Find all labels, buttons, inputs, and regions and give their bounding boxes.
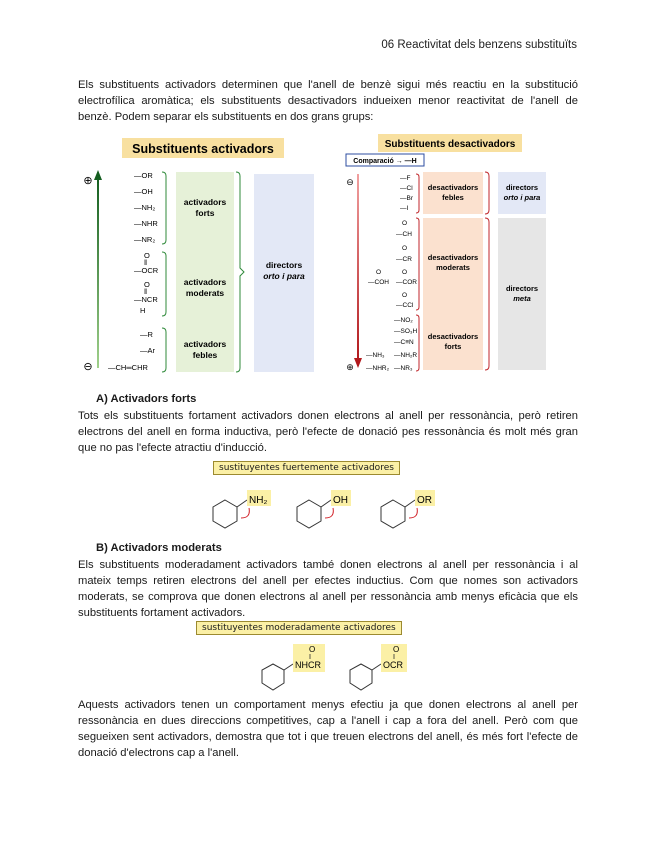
group-r: —R [140,330,153,339]
mod-o-2: O [144,280,150,289]
group-nhr2: —NHR₂ [366,365,390,372]
group-nh2-label: NH₂ [249,495,268,506]
group-nr3: —NR₃ [394,365,413,372]
weak-activator-groups [108,330,156,372]
bracket-deact-strong [416,315,419,371]
amide-structure [262,644,325,690]
deact-directors-op-1: directors [505,183,539,192]
strong-activator-groups [134,171,158,244]
group-or: —OR [134,171,153,180]
group-cl: —Cl [400,185,413,192]
group-oh: —OH [134,187,153,196]
green-reactivity-arrow [94,170,102,368]
dm-o-3: O [376,269,382,276]
label-deact-moderate-1: desactivadors [427,253,479,262]
moderate-deactivator-groups [368,220,417,309]
plus-sign-act: ⊕ [83,175,93,187]
section-a-heading: A) Activadors forts [96,393,197,405]
plus-sign-deact: ⊕ [346,362,354,372]
group-cooh: —COH [368,279,389,286]
group-no2: —NO₂ [394,317,413,324]
group-or-label: OR [417,495,432,506]
group-nh2: —NH₂ [134,203,156,212]
resonance-arrow-3 [409,508,417,518]
resonance-arrow-1 [241,508,249,518]
dm-o-1: O [402,220,408,227]
group-i: —I [400,205,409,212]
label-strong-1: activadors [183,197,227,207]
intro-paragraph: Els substituents activadors determinen que l'anell de benzè sigui més reactiu en la substitució electrofílica aromàtica; els substituents desactivadors indueixen menor reactivitat de l'anell de benzè. Podem separar els substituents en dos grans grups: [78,79,578,123]
deact-directors-meta-2: meta [513,294,531,303]
mod-o-1: O [144,251,150,260]
bracket-all-activators [236,172,244,372]
group-cho: —CH [396,231,412,238]
group-ch-chr: —CH═CHR [108,363,148,372]
bracket-deact-weak [416,174,419,213]
bracket-deact-moderate [416,218,419,310]
comparison-label: Comparació → —H [353,158,417,165]
label-deact-strong-1: desactivadors [427,332,479,341]
label-weak-2: febles [192,350,218,360]
moderate-activators-label: sustituyentes moderadamente activadores [196,621,402,635]
mod-dbl-1: ‖ [144,258,148,267]
aniline-structure [213,490,271,528]
weak-deactivator-groups [400,175,414,212]
label-deact-moderate-2: moderats [436,263,470,272]
section-b-paragraph: Els substituents moderadament activadors també donen electrons al anell per ressonància i al mateix temps retiren electrons del anell per efectes inductius. Com que nomes son activadors moderats, se comprova que donen electrons al anell per ressonància amb menys eficàcia que els substituents fortament activadors. [78,559,578,619]
phenol-structure [297,490,351,528]
ester-carbonyl-o: O [393,645,400,654]
strong-activators-label: sustituyentes fuertemente activadores [213,461,400,475]
group-nhr: —NHR [134,219,158,228]
bracket-weak [162,328,166,372]
directors-label-2: orto i para [263,271,305,281]
bracket-deact-weak-right [485,172,489,214]
mod-h: H [140,306,146,315]
group-nhcr-label: NHCR [295,660,321,670]
group-cocl: —CCl [396,302,414,309]
group-ocr: —OCR [134,266,159,275]
group-ocr-label: OCR [383,660,403,670]
group-so3h: —SO₃H [394,328,418,335]
dm-o-2: O [402,245,408,252]
minus-sign-act: ⊖ [83,361,93,373]
group-cn: —C≡N [394,339,414,346]
section-a-paragraph: Tots els substituents fortament activadors donen electrons al anell per ressonància, però retiren electrons del anell en forma inductiva, però l'efecte de donació pes ressonància és molt més gran que no pas l'efecte atractiu d'inducció. [78,410,578,454]
ether-structure [381,490,435,528]
label-weak-1: activadors [183,339,227,349]
dm-o-4: O [402,269,408,276]
group-oh-label: OH [333,495,348,506]
label-deact-weak-1: desactivadors [427,183,479,192]
deact-directors-meta-1: directors [505,284,539,293]
directors-label-1: directors [265,260,303,270]
strong-deactivator-groups [366,317,418,372]
label-deact-strong-2: forts [444,342,462,351]
label-deact-weak-2: febles [442,193,464,202]
group-cor-ketone: —CR [396,256,412,263]
mod-dbl-2: ‖ [144,287,148,296]
bracket-strong [162,172,166,244]
label-moderate-2: moderats [185,288,225,298]
moderate-activator-groups [134,251,159,315]
amide-carbonyl-o: O [309,645,316,654]
moderate-activator-structures [255,640,415,698]
red-reactivity-arrow [354,174,362,368]
label-strong-2: forts [195,208,215,218]
group-coor: —COR [396,279,417,286]
group-nh3: —NH₃ [366,352,385,359]
ester-structure [350,644,407,690]
deactivators-title: Substituents desactivadors [384,139,516,150]
bracket-deact-meta [485,218,489,370]
group-nh2r: —NH₂R [394,352,418,359]
closing-paragraph: Aquests activadors tenen un comportament menys efectiu ja que donen electrons al anell per ressonància en dues direccions competitives, cap a l'anell i cap a fora del anell. Però com que segueixen sent activadors, demostra que tot i que treuen electrons del anell, és més fort l'efecte de donació d'electrons cap a l'anell. [78,699,578,759]
group-f: —F [400,175,411,182]
section-b-heading: B) Activadors moderats [96,542,222,554]
minus-sign-deact: ⊖ [346,177,354,187]
substituents-figure [78,132,578,377]
chapter-header: 06 Reactivitat dels benzens substituïts [381,39,577,51]
group-ar: —Ar [140,346,155,355]
dm-o-5: O [402,292,408,299]
deact-directors-op-2: orto i para [503,193,541,202]
group-br: —Br [400,195,413,202]
group-ncr: —NCR [134,295,158,304]
resonance-arrow-2 [325,508,333,518]
activators-title: Substituents activadors [132,142,274,156]
bracket-moderate [162,252,166,316]
label-moderate-1: activadors [183,277,227,287]
strong-activator-structures [205,478,445,536]
group-nr2: —NR₂ [134,235,156,244]
